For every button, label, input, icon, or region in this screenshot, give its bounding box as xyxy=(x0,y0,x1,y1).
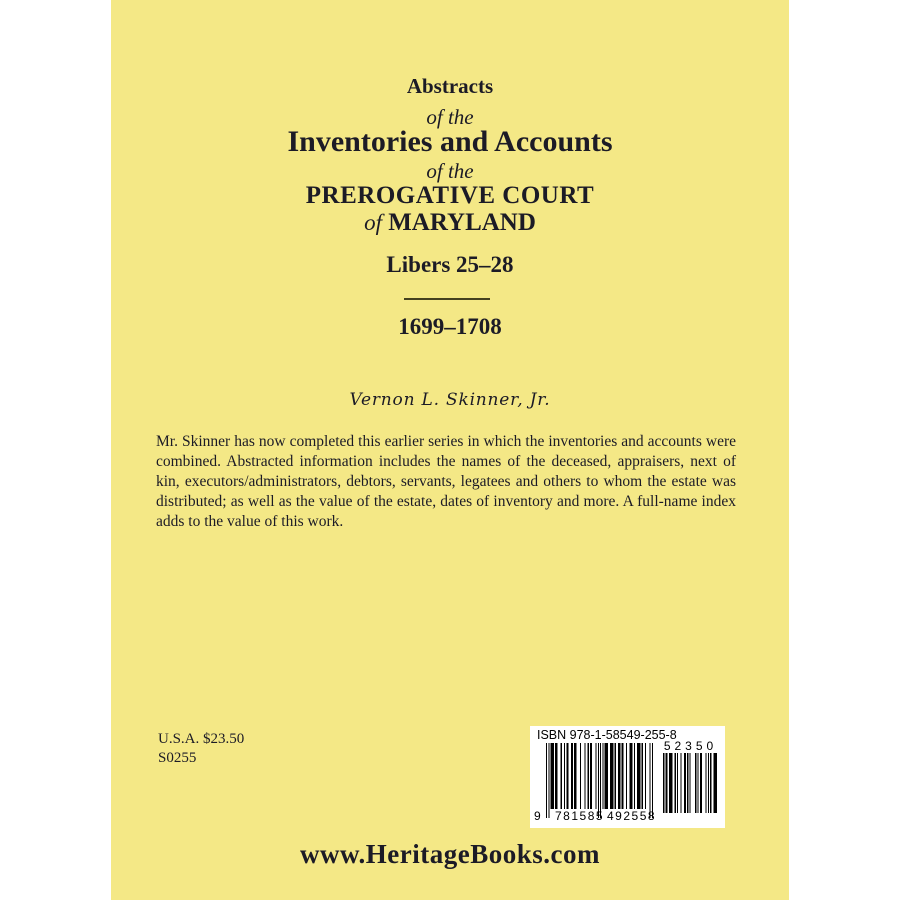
libers-range: Libers 25–28 xyxy=(386,252,514,277)
year-range: 1699–1708 xyxy=(398,314,502,339)
isbn-label: ISBN 978-1-58549-255-8 xyxy=(537,728,677,742)
price-label: U.S.A. $23.50 xyxy=(158,731,245,747)
ean-barcode-icon xyxy=(546,743,653,818)
divider-rule xyxy=(404,298,490,300)
title-abstracts: Abstracts xyxy=(406,74,494,98)
title-maryland-of: of xyxy=(364,210,382,235)
title-prerogative-court: PREROGATIVE COURT xyxy=(305,182,595,209)
title-maryland xyxy=(111,209,789,237)
stock-code: S0255 xyxy=(158,750,197,766)
author-name: Vernon L. Skinner, Jr. xyxy=(349,390,551,410)
title-maryland-name: MARYLAND xyxy=(388,209,536,236)
website-url: www.HeritageBooks.com xyxy=(300,839,600,869)
price-block xyxy=(158,730,244,768)
addon-digits: 52350 xyxy=(663,739,718,753)
title-main: Inventories and Accounts xyxy=(287,125,613,158)
ean-digits-group1: 781585 xyxy=(555,809,605,823)
barcode-panel xyxy=(530,726,725,828)
addon-barcode-icon xyxy=(662,753,717,813)
title-of-the-1: of the xyxy=(426,105,474,129)
description-paragraph: Mr. Skinner has now completed this earlier series in which the inventories and accounts were combined. Abstracted information includes the names of the deceased, appraisers, next of kin, executors/administrators, debtors, servants, legatees and others to whom the estate was distributed; as well as the value of the estate, dates of inventory and more. A full-name index adds to the value of this work. xyxy=(156,433,736,530)
book-back-cover xyxy=(111,0,789,900)
ean-left-digit: 9 xyxy=(534,809,541,823)
title-of-the-2: of the xyxy=(426,159,474,183)
ean-digits-group2: 492558 xyxy=(607,809,657,823)
